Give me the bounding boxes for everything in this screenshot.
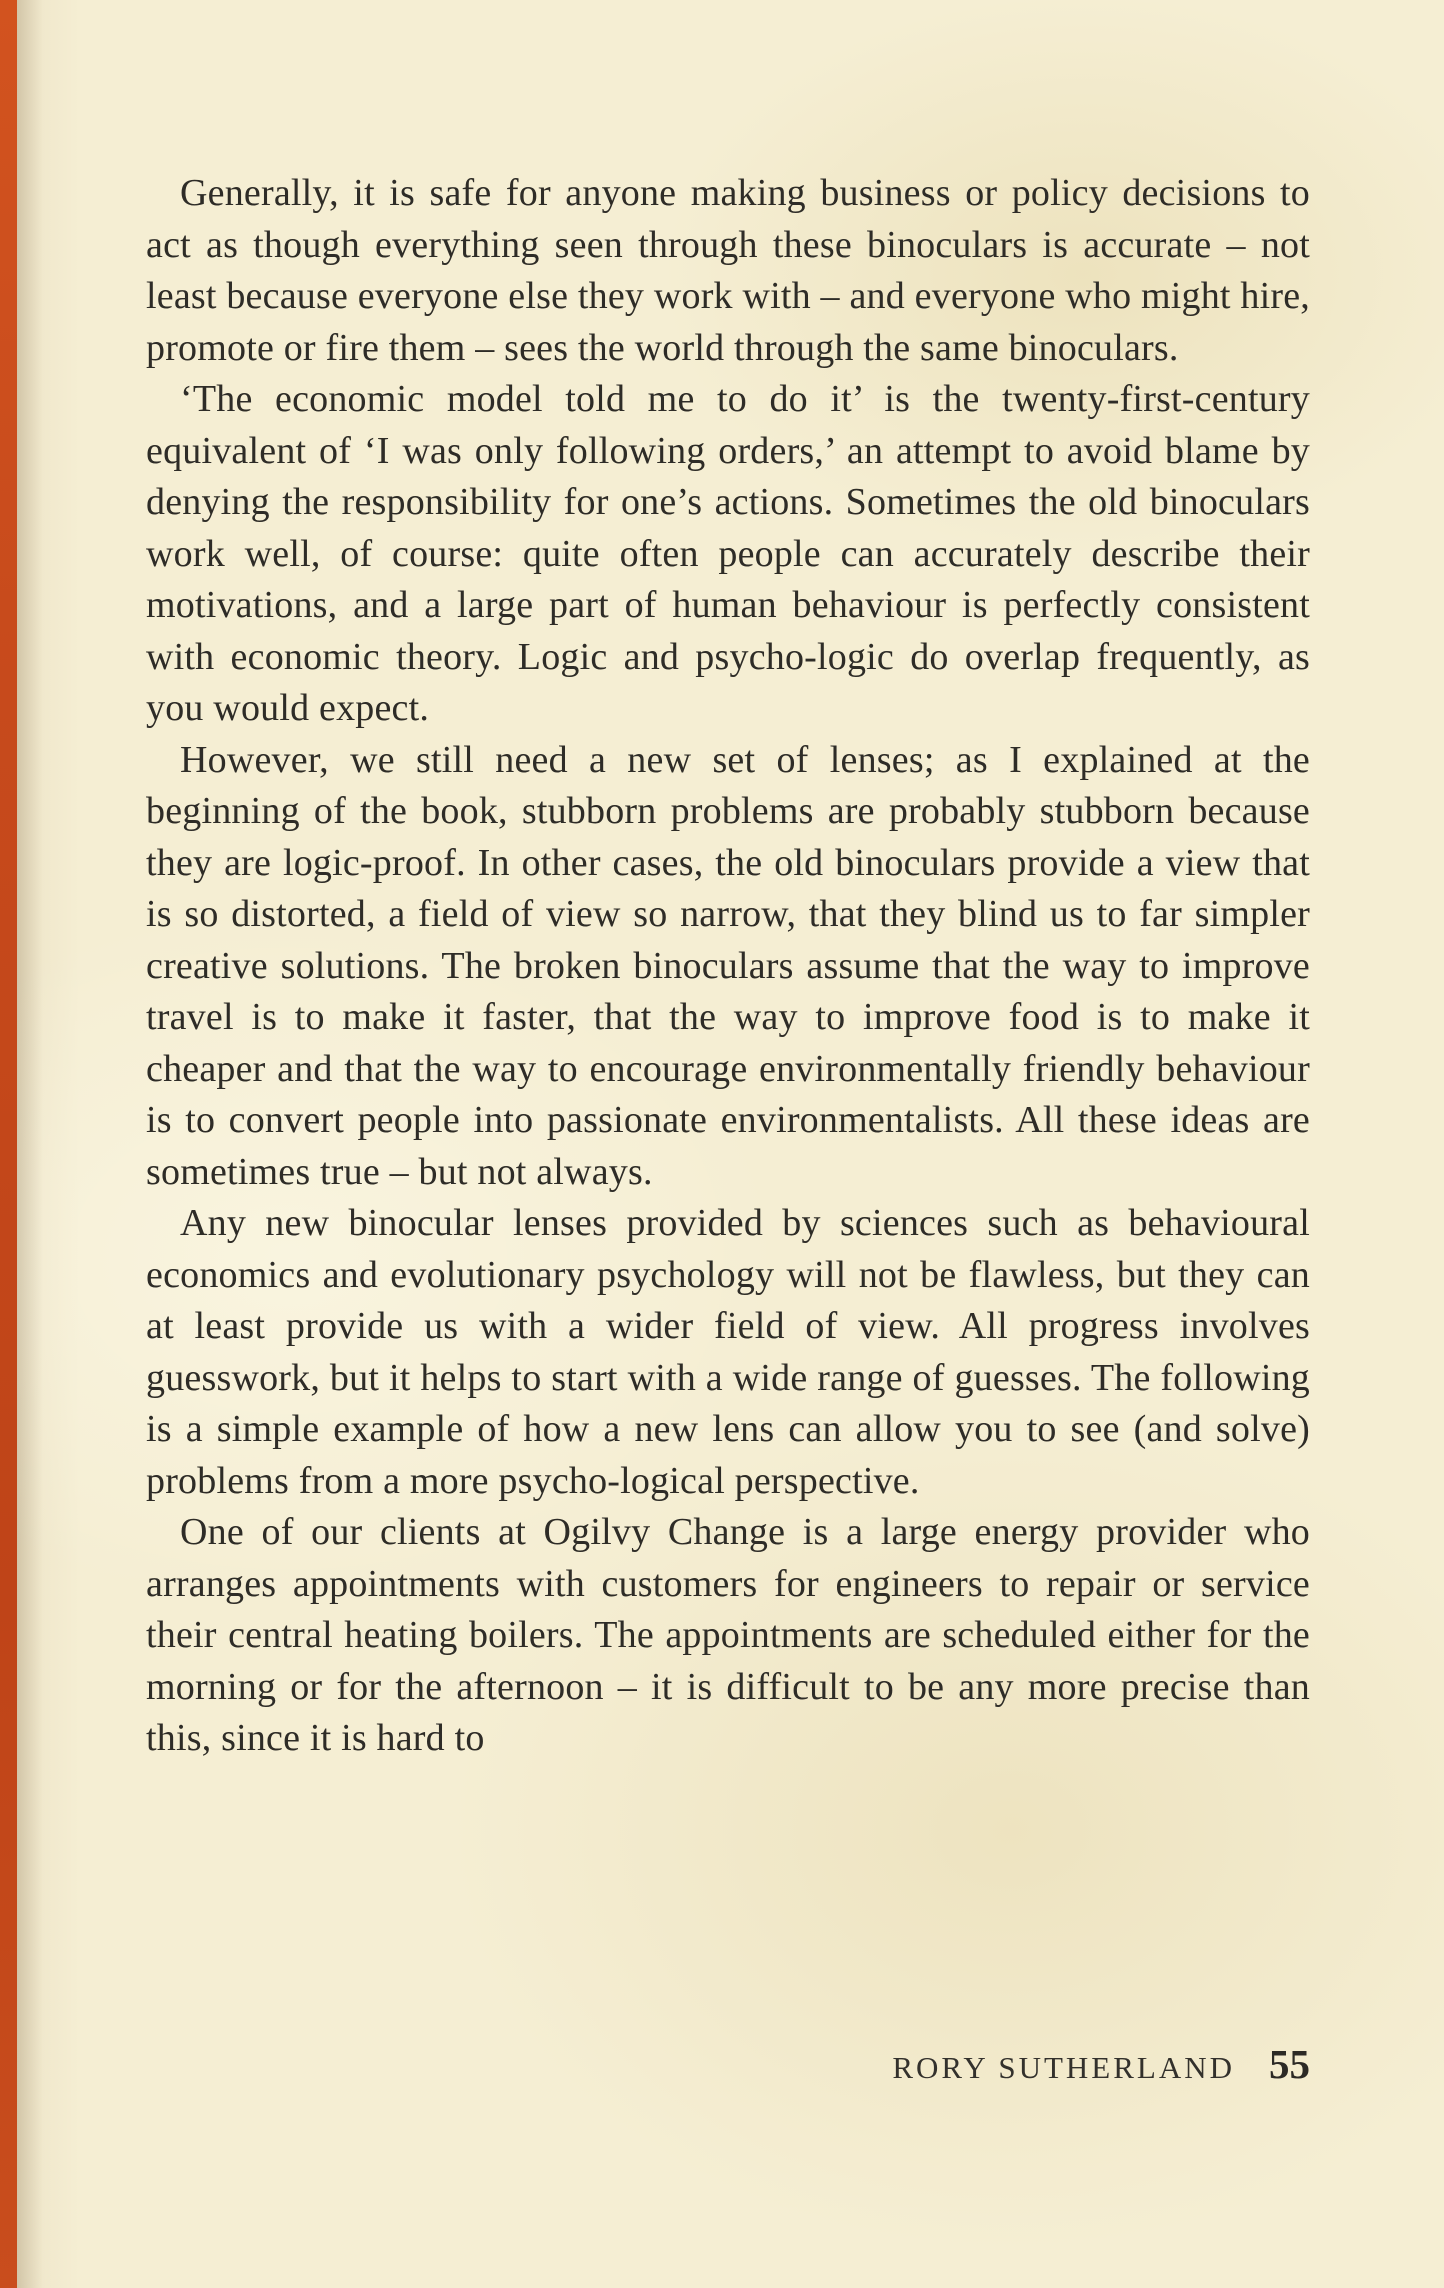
page-footer xyxy=(146,2040,1310,2088)
body-paragraph: One of our clients at Ogilvy Change is a large energy provider who arranges appointments with customers for engineers to repair or service their central heating boilers. The appointments are scheduled either for the morning or for the afternoon – it is difficult to be any more precise than this, since it is hard to xyxy=(146,1511,1310,1759)
body-text-block xyxy=(146,168,1310,1765)
running-footer-author: RORY SUTHERLAND xyxy=(892,2050,1235,2085)
body-paragraph: Generally, it is safe for anyone making business or policy decisions to act as though everything seen through these binoculars is accurate – not least because everyone else they work with – and everyone who might hire, promote or fire them – sees the world through the same binoculars. xyxy=(146,172,1310,369)
body-paragraph: However, we still need a new set of lenses; as I explained at the beginning of the book, stubborn problems are probably stubborn because they are logic-proof. In other cases, the old binoculars provide a view that is so distorted, a field of view so narrow, that they blind us to far simpler creative solutions. The broken binoculars assume that the way to improve travel is to make it faster, that the way to improve food is to make it cheaper and that the way to encourage environmentally friendly behaviour is to convert people into passionate environmentalists. All these ideas are sometimes true – but not always. xyxy=(146,738,1310,1193)
page-number: 55 xyxy=(1269,2041,1310,2087)
spine-edge-stripe xyxy=(0,0,17,2288)
body-paragraph: Any new binocular lenses provided by sciences such as behavioural economics and evolutionary psychology will not be flawless, but they can at least provide us with a wider field of view. All progress involves guesswork, but it helps to start with a wide range of guesses. The following is a simple example of how a new lens can allow you to see (and solve) problems from a more psycho-logical perspective. xyxy=(146,1202,1310,1502)
spine-gutter-shadow xyxy=(17,0,43,2288)
body-paragraph: ‘The economic model told me to do it’ is the twenty-first-century equivalent of ‘I was only following orders,’ an attempt to avoid blame by denying the responsibility for one’s actions. Sometimes the old binoculars work well, of course: quite often people can accurately describe their motivations, and a large part of human behaviour is perfectly consistent with economic theory. Logic and psycho-logic do overlap frequently, as you would expect. xyxy=(146,378,1310,729)
